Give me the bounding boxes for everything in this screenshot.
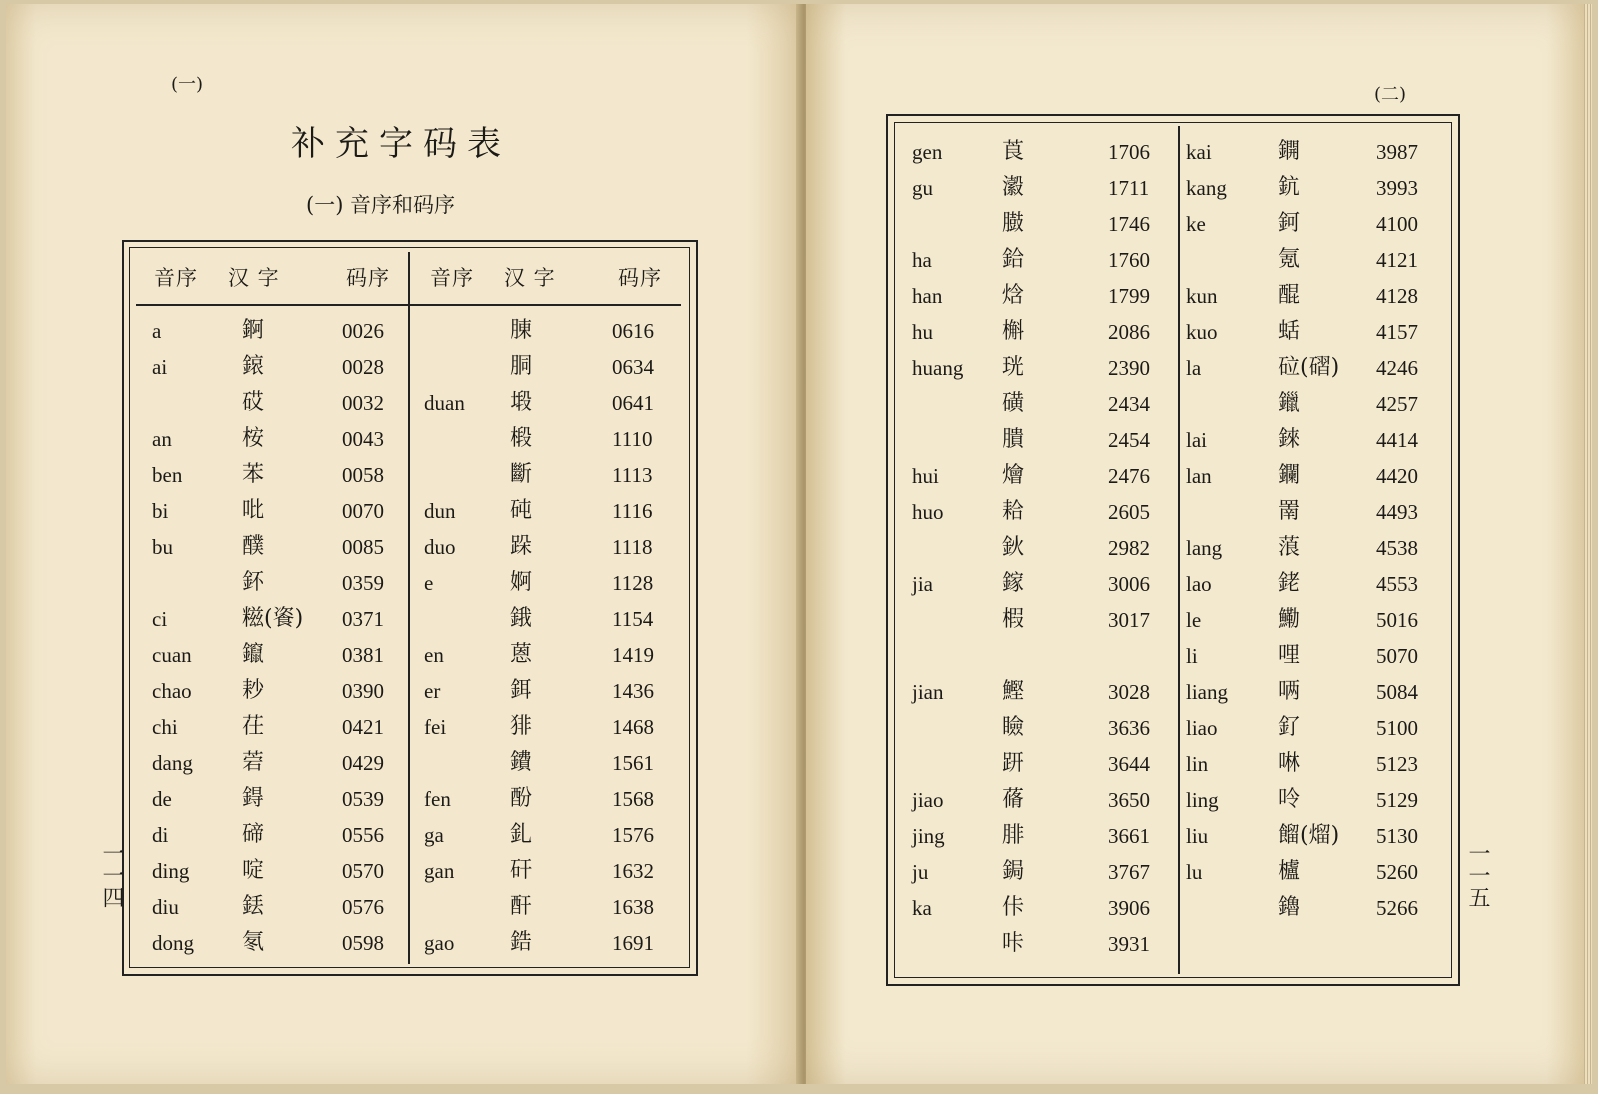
code-cell: 3028 xyxy=(1108,680,1150,704)
code-cell: 5100 xyxy=(1376,716,1418,740)
left-table-column-divider xyxy=(408,252,410,964)
code-cell: 3987 xyxy=(1376,140,1418,164)
pinyin-cell: chi xyxy=(152,715,178,739)
code-cell: 2476 xyxy=(1108,464,1150,488)
code-cell: 0556 xyxy=(342,823,384,847)
hanzi-cell: 呤 xyxy=(1278,787,1301,812)
code-cell: 5123 xyxy=(1376,752,1418,776)
hanzi-cell: 啶 xyxy=(242,858,265,883)
hanzi-cell: 腓 xyxy=(1002,823,1025,848)
code-cell: 0421 xyxy=(342,715,384,739)
hanzi-cell: 鐨 xyxy=(510,750,533,775)
hanzi-cell: 蛞 xyxy=(1278,319,1301,344)
hanzi-cell: 砹 xyxy=(242,390,265,415)
hanzi-cell: 鰹 xyxy=(1002,679,1025,704)
code-cell: 5266 xyxy=(1376,896,1418,920)
left-page-mark: (一) xyxy=(171,74,204,95)
hanzi-cell: 砘 xyxy=(510,498,533,523)
code-cell: 2086 xyxy=(1108,320,1150,344)
hanzi-cell: 桉 xyxy=(242,426,265,451)
hanzi-cell: 鎵 xyxy=(1002,571,1025,596)
hanzi-cell: 槲 xyxy=(1002,319,1025,344)
pinyin-cell: ju xyxy=(912,860,929,884)
pinyin-cell: gao xyxy=(424,931,455,955)
code-cell: 3931 xyxy=(1108,932,1150,956)
pinyin-cell: ke xyxy=(1186,212,1206,236)
code-cell: 0381 xyxy=(342,643,384,667)
code-cell: 1116 xyxy=(612,499,653,523)
code-cell: 5129 xyxy=(1376,788,1418,812)
column-header: 汉 字 xyxy=(504,266,556,290)
hanzi-cell: 唡 xyxy=(1278,679,1301,704)
column-header: 音序 xyxy=(154,266,198,290)
code-cell: 0641 xyxy=(612,391,654,415)
code-cell: 3661 xyxy=(1108,824,1150,848)
code-cell: 2434 xyxy=(1108,392,1150,416)
hanzi-cell: 鉿 xyxy=(1002,247,1025,272)
code-cell: 0429 xyxy=(342,751,384,775)
code-cell: 0616 xyxy=(612,319,654,343)
hanzi-cell: 銩 xyxy=(242,894,265,919)
pinyin-cell: ding xyxy=(152,859,190,883)
hanzi-cell: 瀫 xyxy=(1002,175,1025,200)
open-book xyxy=(6,4,1592,1090)
pinyin-cell: bu xyxy=(152,535,173,559)
pinyin-cell: huo xyxy=(912,500,944,524)
code-cell: 1760 xyxy=(1108,248,1150,272)
code-cell: 3636 xyxy=(1108,716,1150,740)
hanzi-cell: 鋦 xyxy=(1002,859,1025,884)
code-cell: 0634 xyxy=(612,355,654,379)
pinyin-cell: hu xyxy=(912,320,933,344)
pinyin-cell: ha xyxy=(912,248,932,272)
hanzi-cell: 醭 xyxy=(242,534,265,559)
hanzi-cell: 茌 xyxy=(242,714,265,739)
hanzi-cell: 吡 xyxy=(242,498,265,523)
pinyin-cell: lang xyxy=(1186,536,1223,560)
column-header: 汉 字 xyxy=(228,266,280,290)
column-header: 码序 xyxy=(618,266,662,290)
code-cell: 3644 xyxy=(1108,752,1150,776)
right-table-inner-frame xyxy=(894,122,1452,978)
hanzi-cell: 咔 xyxy=(1002,931,1025,956)
hanzi-cell: 膭 xyxy=(1002,427,1025,452)
pinyin-cell: an xyxy=(152,427,172,451)
hanzi-cell: 佧 xyxy=(1002,895,1025,920)
hanzi-cell: 銠 xyxy=(1278,571,1301,596)
hanzi-cell: 臌 xyxy=(1002,211,1025,236)
code-cell: 1419 xyxy=(612,643,654,667)
pinyin-cell: le xyxy=(1186,608,1202,632)
pinyin-cell: e xyxy=(424,571,434,595)
hanzi-cell: 酚 xyxy=(510,786,533,811)
code-cell: 3767 xyxy=(1108,860,1150,884)
code-cell: 5260 xyxy=(1376,860,1418,884)
code-cell: 1576 xyxy=(612,823,654,847)
code-cell: 2454 xyxy=(1108,428,1150,452)
hanzi-cell: 胴 xyxy=(510,354,533,379)
pinyin-cell: huang xyxy=(912,356,964,380)
hanzi-cell: 氡 xyxy=(242,930,265,955)
code-cell: 2390 xyxy=(1108,356,1150,380)
hanzi-cell: 莨 xyxy=(1002,139,1025,164)
pinyin-cell: kai xyxy=(1186,140,1212,164)
pinyin-cell: fen xyxy=(424,787,451,811)
hanzi-cell: 砬(磖) xyxy=(1278,355,1340,380)
code-cell: 0085 xyxy=(342,535,384,559)
code-cell: 4414 xyxy=(1376,428,1418,452)
hanzi-cell: 櫨 xyxy=(1278,859,1301,884)
pinyin-cell: ka xyxy=(912,896,932,920)
code-cell: 0390 xyxy=(342,679,384,703)
hanzi-cell: 珖 xyxy=(1002,355,1025,380)
pinyin-cell: er xyxy=(424,679,441,703)
hanzi-cell: 趼 xyxy=(1002,751,1025,776)
pinyin-cell: ling xyxy=(1186,788,1219,812)
section-subtitle: (一) 音序和码序 xyxy=(306,193,456,217)
pinyin-cell: hui xyxy=(912,464,939,488)
hanzi-cell: 鈧 xyxy=(1278,175,1301,200)
right-page xyxy=(806,4,1584,1084)
code-cell: 1436 xyxy=(612,679,654,703)
pinyin-cell: bi xyxy=(152,499,169,523)
pinyin-cell: dong xyxy=(152,931,194,955)
hanzi-cell: 菪 xyxy=(242,750,265,775)
hanzi-cell: 鐦 xyxy=(1278,139,1301,164)
code-cell: 2982 xyxy=(1108,536,1150,560)
code-cell: 0371 xyxy=(342,607,384,631)
hanzi-cell: 蓨 xyxy=(1002,787,1025,812)
code-cell: 4157 xyxy=(1376,320,1418,344)
hanzi-cell: 鈳 xyxy=(1278,211,1301,236)
hanzi-cell: 錒 xyxy=(242,318,265,343)
code-cell: 5084 xyxy=(1376,680,1418,704)
hanzi-cell: 錸 xyxy=(1278,427,1301,452)
code-cell: 1638 xyxy=(612,895,654,919)
pinyin-cell: diu xyxy=(152,895,179,919)
code-cell: 4493 xyxy=(1376,500,1418,524)
code-cell: 1568 xyxy=(612,787,654,811)
pinyin-cell: lai xyxy=(1186,428,1207,452)
code-cell: 4121 xyxy=(1376,248,1418,272)
code-cell: 1706 xyxy=(1108,140,1150,164)
code-cell: 1561 xyxy=(612,751,654,775)
pinyin-cell: ga xyxy=(424,823,444,847)
code-cell: 5070 xyxy=(1376,644,1418,668)
code-cell: 1746 xyxy=(1108,212,1150,236)
pinyin-cell: lan xyxy=(1186,464,1212,488)
code-cell: 4128 xyxy=(1376,284,1418,308)
hanzi-cell: 蒗 xyxy=(1278,535,1301,560)
pinyin-cell: kang xyxy=(1186,176,1227,200)
code-cell: 0043 xyxy=(342,427,384,451)
hanzi-cell: 哩 xyxy=(1278,643,1301,668)
code-cell: 3006 xyxy=(1108,572,1150,596)
code-cell: 0539 xyxy=(342,787,384,811)
pinyin-cell: duo xyxy=(424,535,456,559)
code-cell: 1110 xyxy=(612,427,653,451)
hanzi-cell: 氪 xyxy=(1278,247,1301,272)
hanzi-cell: 蒽 xyxy=(510,642,533,667)
hanzi-cell: 釕 xyxy=(1278,715,1301,740)
hanzi-cell: 瞼 xyxy=(1002,715,1025,740)
pinyin-cell: ai xyxy=(152,355,168,379)
right-page-edge xyxy=(1584,4,1592,1084)
column-header: 码序 xyxy=(346,266,390,290)
code-cell: 4257 xyxy=(1376,392,1418,416)
hanzi-cell: 鰳 xyxy=(1278,607,1301,632)
pinyin-cell: liao xyxy=(1186,716,1218,740)
right-page-mark: (二) xyxy=(1374,84,1407,105)
pinyin-cell: lu xyxy=(1186,860,1203,884)
page-title: 补充字码表 xyxy=(291,124,511,164)
code-cell: 0026 xyxy=(342,319,384,343)
right-table-column-divider xyxy=(1178,126,1180,974)
code-cell: 1799 xyxy=(1108,284,1150,308)
code-cell: 1711 xyxy=(1108,176,1150,200)
hanzi-cell: 罱 xyxy=(1278,499,1301,524)
pinyin-cell: kun xyxy=(1186,284,1218,308)
hanzi-cell: 碲 xyxy=(242,822,265,847)
left-side-page-number: 一一四 xyxy=(99,842,124,908)
pinyin-cell: cuan xyxy=(152,643,192,667)
hanzi-cell: 婀 xyxy=(510,570,533,595)
hanzi-cell: 鑞 xyxy=(1278,391,1301,416)
pinyin-cell: li xyxy=(1186,644,1198,668)
hanzi-cell: 燴 xyxy=(1002,463,1025,488)
hanzi-cell: 啉 xyxy=(1278,751,1301,776)
hanzi-cell: 糍(餈) xyxy=(242,606,304,631)
pinyin-cell: jing xyxy=(912,824,945,848)
pinyin-cell: fei xyxy=(424,715,447,739)
hanzi-cell: 椴 xyxy=(510,426,533,451)
hanzi-cell: 餾(熘) xyxy=(1278,823,1340,848)
pinyin-cell: kuo xyxy=(1186,320,1218,344)
code-cell: 0576 xyxy=(342,895,384,919)
code-cell: 3906 xyxy=(1108,896,1150,920)
left-table-inner-frame xyxy=(129,247,690,968)
pinyin-cell: jiao xyxy=(912,788,944,812)
code-cell: 5016 xyxy=(1376,608,1418,632)
pinyin-cell: en xyxy=(424,643,444,667)
pinyin-cell: ben xyxy=(152,463,183,487)
pinyin-cell: gan xyxy=(424,859,455,883)
code-cell: 0359 xyxy=(342,571,384,595)
code-cell: 4538 xyxy=(1376,536,1418,560)
pinyin-cell: ci xyxy=(152,607,168,631)
hanzi-cell: 矸 xyxy=(510,858,533,883)
code-cell: 4553 xyxy=(1376,572,1418,596)
pinyin-cell: jia xyxy=(912,572,933,596)
code-cell: 1468 xyxy=(612,715,654,739)
code-cell: 1154 xyxy=(612,607,654,631)
hanzi-cell: 磺 xyxy=(1002,391,1025,416)
code-cell: 1691 xyxy=(612,931,654,955)
code-cell: 1128 xyxy=(612,571,654,595)
code-cell: 3993 xyxy=(1376,176,1418,200)
pinyin-cell: de xyxy=(152,787,172,811)
hanzi-cell: 塅 xyxy=(510,390,533,415)
pinyin-cell: gu xyxy=(912,176,933,200)
hanzi-cell: 跺 xyxy=(510,534,533,559)
pinyin-cell: liang xyxy=(1186,680,1228,704)
hanzi-cell: 鑭 xyxy=(1278,463,1301,488)
pinyin-cell: han xyxy=(912,284,943,308)
pinyin-cell: liu xyxy=(1186,824,1209,848)
code-cell: 0070 xyxy=(342,499,384,523)
hanzi-cell: 苯 xyxy=(242,462,265,487)
hanzi-cell: 焓 xyxy=(1002,283,1025,308)
hanzi-cell: 鈥 xyxy=(1002,535,1025,560)
code-cell: 1118 xyxy=(612,535,653,559)
pinyin-cell: lao xyxy=(1186,572,1212,596)
code-cell: 2605 xyxy=(1108,500,1150,524)
code-cell: 4100 xyxy=(1376,212,1418,236)
code-cell: 0570 xyxy=(342,859,384,883)
hanzi-cell: 釓 xyxy=(510,822,533,847)
column-header: 音序 xyxy=(430,266,474,290)
code-cell: 4246 xyxy=(1376,356,1418,380)
hanzi-cell: 鉺 xyxy=(510,678,533,703)
hanzi-cell: 斷 xyxy=(510,462,533,487)
code-cell: 1113 xyxy=(612,463,653,487)
code-cell: 3017 xyxy=(1108,608,1150,632)
hanzi-cell: 猅 xyxy=(510,714,533,739)
hanzi-cell: 耠 xyxy=(1002,499,1025,524)
pinyin-cell: di xyxy=(152,823,169,847)
hanzi-cell: 鈈 xyxy=(242,570,265,595)
hanzi-cell: 鎄 xyxy=(242,354,265,379)
code-cell: 0598 xyxy=(342,931,384,955)
code-cell: 1632 xyxy=(612,859,654,883)
hanzi-cell: 醌 xyxy=(1278,283,1301,308)
code-cell: 0032 xyxy=(342,391,384,415)
pinyin-cell: duan xyxy=(424,391,465,415)
pinyin-cell: dun xyxy=(424,499,456,523)
code-cell: 0058 xyxy=(342,463,384,487)
pinyin-cell: gen xyxy=(912,140,943,164)
pinyin-cell: dang xyxy=(152,751,193,775)
code-cell: 0028 xyxy=(342,355,384,379)
pinyin-cell: lin xyxy=(1186,752,1209,776)
code-cell: 3650 xyxy=(1108,788,1150,812)
hanzi-cell: 鋨 xyxy=(510,606,533,631)
pinyin-cell: chao xyxy=(152,679,192,703)
hanzi-cell: 鑹 xyxy=(242,642,265,667)
hanzi-cell: 腖 xyxy=(510,318,533,343)
left-page xyxy=(6,4,802,1084)
hanzi-cell: 耖 xyxy=(242,678,265,703)
code-cell: 5130 xyxy=(1376,824,1418,848)
pinyin-cell: jian xyxy=(912,680,944,704)
right-side-page-number: 一一五 xyxy=(1465,842,1490,908)
hanzi-cell: 椵 xyxy=(1002,607,1025,632)
hanzi-cell: 鋯 xyxy=(510,930,533,955)
code-cell: 4420 xyxy=(1376,464,1418,488)
hanzi-cell: 鑥 xyxy=(1278,895,1301,920)
hanzi-cell: 酐 xyxy=(510,894,533,919)
pinyin-cell: a xyxy=(152,319,162,343)
pinyin-cell: la xyxy=(1186,356,1202,380)
hanzi-cell: 鍀 xyxy=(242,786,265,811)
